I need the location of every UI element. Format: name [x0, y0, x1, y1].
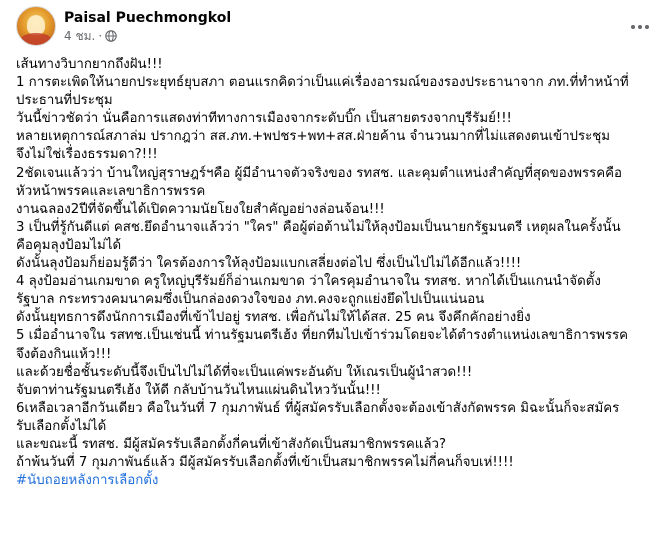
post-line: 6เหลือเวลาอีกวันเดียว คือในวันที่ 7 กุมภาพันธ์ ที่ผู้สมัครรับเลือกตั้งจะต้องเข้าสังกัดพรรค มิฉะนั้นก็จะสมัคร	[16, 400, 620, 416]
post-line: จับตาท่านรัฐมนตรีเฮ้ง ให้ดี กลับบ้านวันไหนแผ่นดินไหววันนั้น!!!	[16, 382, 381, 398]
hashtag-link[interactable]: #นับถอยหลังการเลือกตั้ง	[16, 473, 159, 489]
post-line: คือคุมลุงป้อมไม่ได้	[16, 237, 122, 253]
post-line: ถ้าพ้นวันที่ 7 กุมภาพันธ์แล้ว มีผู้สมัครรับเลือกตั้งที่เข้าเป็นสมาชิกพรรคไม่กี่คนก็จบเห่!!!!	[16, 455, 514, 471]
post-line: จึงไม่ใช่เรื่องธรรมดา?!!!	[16, 147, 158, 163]
post-subline	[64, 28, 231, 44]
more-options-button[interactable]	[626, 10, 654, 38]
post-time[interactable]: 4 ชม.	[64, 28, 96, 43]
post-line: 4 ลุงป้อมอ่านเกมขาด ครูใหญ่บุรีรัมย์ก็อ่านเกมขาด ว่าใครคุมอำนาจใน รทสช. หากได้เป็นแกนนำจัดตั้ง	[16, 274, 601, 290]
post-line: และด้วยชื่อชั้นระดับนี้จึงเป็นไปไม่ได้ที่จะเป็นแค่พระอันดับ ให้เณรเป็นผู้นำสวด!!!	[16, 364, 473, 380]
post-line: รัฐบาล กระทรวงคมนาคมซึ่งเป็นกล่องดวงใจของ ภท.คงจะถูกแย่งยึดไปเป็นแน่นอน	[16, 292, 485, 308]
post-line: 1 การตะเพิดให้นายกประยุทธ์ยุบสภา ตอนแรกคิดว่าเป็นแค่เรื่องอารมณ์ของรองประธานาจาก ภท.ที่ทำหน้าที่	[16, 75, 629, 91]
post-line: ดังนั้นลุงป้อมก็ย่อมรู้ดีว่า ใครต้องการให้ลุงป้อมแบกเสลี่ยงต่อไป ซึ่งเป็นไปไม่ได้อีกแล้ว!!!!	[16, 256, 522, 272]
author-name[interactable]: Paisal Puechmongkol	[64, 9, 232, 26]
post-line: เส้นทางวิบากยากถึงฝัน!!!	[16, 57, 163, 72]
post-line: 3 เป็นที่รู้กันดีแต่ คสช.ยึดอำนาจแล้วว่า "ใคร" คือผู้ต่อต้านไม่ให้ลุงป้อมเป็นนายกรัฐมนตรี เหตุผลในครั้งนั้น	[16, 219, 621, 235]
globe-icon	[105, 30, 117, 42]
post-line: รับเลือกตั้งไม่ได้	[16, 418, 107, 434]
more-horizontal-icon	[630, 15, 650, 34]
post-line: งานฉลอง2ปีที่จัดขึ้นได้เปิดความนัยโยงใยสำคัญอย่างล่อนจ้อน!!!	[16, 201, 385, 217]
post-meta	[64, 9, 231, 44]
post-line: 5 เมื่ออำนาจใน รสทช.เป็นเช่นนี้ ท่านรัฐมนตรีเฮ้ง ที่ยกทีมไปเข้าร่วมโดยจะได้ตำรงตำแหน่งเลขาธิการพรรค	[16, 328, 629, 344]
post-text	[16, 56, 656, 490]
post-line: 2ชัดเจนแล้วว่า บ้านใหญ่สุราษฎร์ฯคือ ผู้มีอำนาจตัวจริงของ รทสช. และคุมตำแหน่งสำคัญที่สุดของพรรคคือ	[16, 165, 623, 181]
post-line: จึงต้องกินแห้ว!!!	[16, 346, 112, 362]
avatar[interactable]	[16, 6, 56, 46]
post-line: และขณะนี้ รทสช. มีผู้สมัครรับเลือกตั้งกี่คนที่เข้าสังกัดเป็นสมาชิกพรรคแล้ว?	[16, 436, 447, 452]
post-line: ดังนั้นยุทธการดึงนักการเมืองที่เข้าไปอยู่ รทสช. เพื่อกันไม่ให้ได้สส. 25 คน จึงคึกคักอย่างยิ่ง	[16, 310, 531, 326]
post-line: วันนี้ข่าวชัดว่า นั่นคือการแสดงท่าทีทางการเมืองจากระดับบิ๊ก เป็นสายตรงจากบุรีรัมย์!!!	[16, 111, 512, 127]
post-line: หัวหน้าพรรคและเลขาธิการพรรค	[16, 183, 206, 199]
separator-dot: ·	[98, 28, 103, 43]
post-line: ประธานที่ประชุม	[16, 93, 113, 109]
post-line: หลายเหตุการณ์สภาล่ม ปรากฎว่า สส.ภท.+พปชร+พท+สส.ฝ่ายค้าน จำนวนมากที่ไม่แสดงตนเข้าประชุม	[16, 129, 611, 145]
post-header	[16, 4, 231, 48]
